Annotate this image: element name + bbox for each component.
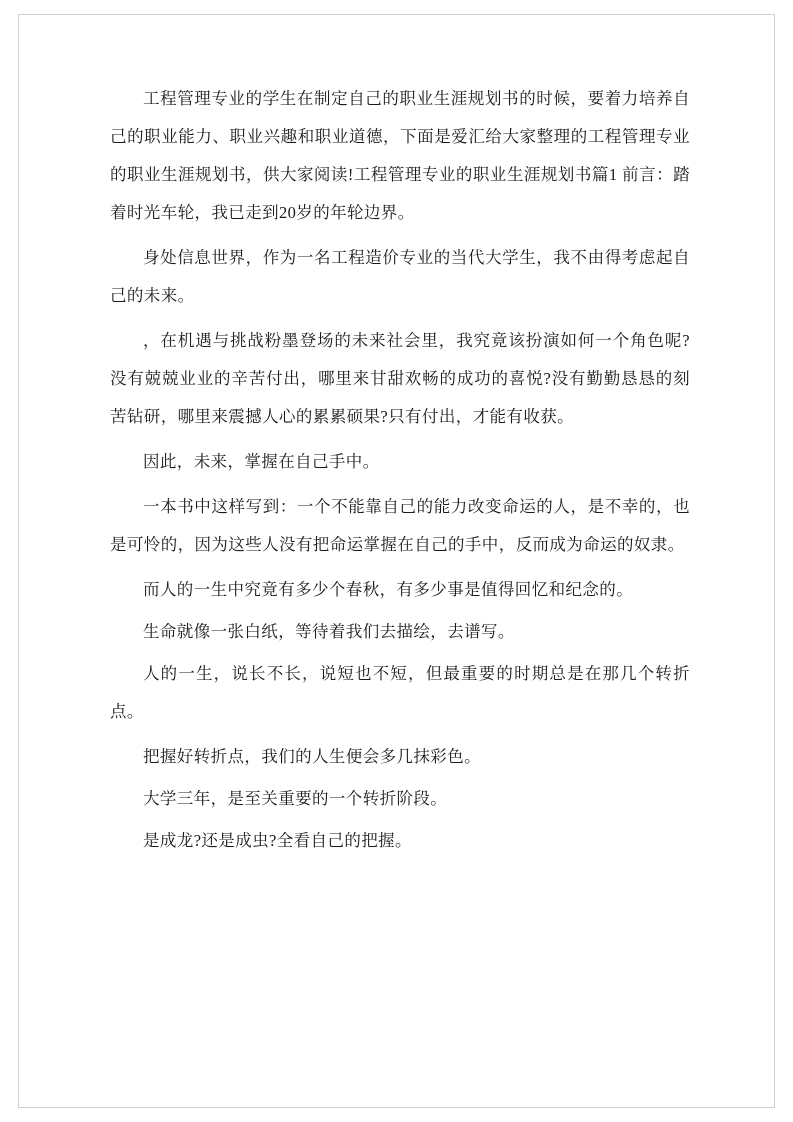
paragraph: 因此，未来，掌握在自己手中。	[143, 452, 380, 471]
paragraph: 是成龙?还是成虫?全看自己的把握。	[143, 831, 412, 850]
paragraph: 大学三年，是至关重要的一个转折阶段。	[143, 789, 448, 808]
paragraph: 而人的一生中究竟有多少个春秋，有多少事是值得回忆和纪念的。	[143, 580, 634, 599]
paragraph: 生命就像一张白纸，等待着我们去描绘，去谱写。	[143, 622, 515, 641]
paragraph: 身处信息世界，作为一名工程造价专业的当代大学生，我不由得考虑起自己的未来。	[110, 248, 690, 305]
paragraph: 人的一生，说长不长，说短也不短，但最重要的时期总是在那几个转折点。	[110, 664, 690, 721]
paragraph: 工程管理专业的学生在制定自己的职业生涯规划书的时候，要着力培养自己的职业能力、职业兴趣和职业道德，下面是爱汇给大家整理的工程管理专业的职业生涯规划书，供大家阅读!工程管理专业的职业生涯规划书篇1 前言：踏着时光车轮，我已走到20岁的年轮边界。	[110, 89, 690, 222]
document-body	[110, 80, 690, 864]
paragraph: 把握好转折点，我们的人生便会多几抹彩色。	[143, 747, 481, 766]
paragraph: ，在机遇与挑战粉墨登场的未来社会里，我究竟该扮演如何一个角色呢?没有兢兢业业的辛苦付出，哪里来甘甜欢畅的成功的喜悦?没有勤勤恳恳的刻苦钻研，哪里来震撼人心的累累硕果?只有付出，才能有收获。	[110, 331, 690, 426]
paragraph: 一本书中这样写到：一个不能靠自己的能力改变命运的人，是不幸的，也是可怜的，因为这些人没有把命运掌握在自己的手中，反而成为命运的奴隶。	[110, 497, 690, 554]
